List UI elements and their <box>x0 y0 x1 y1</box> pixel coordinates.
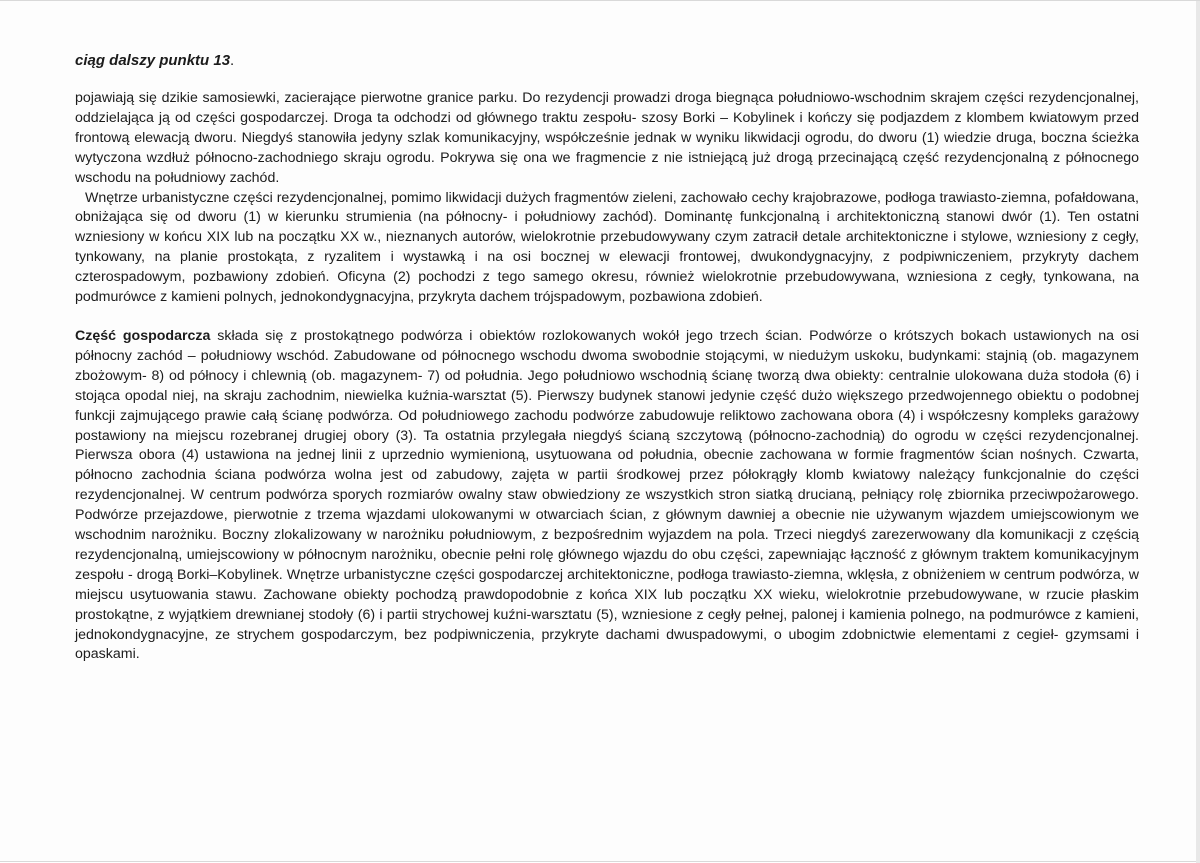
paragraph-farm-section <box>75 327 1139 665</box>
heading-suffix: . <box>230 52 235 69</box>
continuation-heading <box>75 51 1139 71</box>
page-edge <box>1196 1 1200 863</box>
document-body <box>75 51 1139 665</box>
heading-text: ciąg dalszy punktu 13 <box>75 52 231 69</box>
section-lead: Część gospodarcza <box>75 327 211 344</box>
section-text: składa się z prostokątnego podwórza i obiektów rozlokowanych wokół jego trzech ścian. Podwórze o krótszych bokach ustawionych na osi północny zachód – południowy wschód. Zabudowane od północnego wschodu dwoma swobodnie stojącymi, w niedużym uskoku, budynkami: stajnią (ob. magazynem zbożowym- 8) od północy i chlewnią (ob. magazynem- 7) od południa. Jego południowo wschodnią ścianę tworzą dwa obiekty: centralnie ulokowana duża stodoła (6) i stojąca opodal niej, na skraju zachodnim, niewielka kuźnia-warsztat (5). Pierwszy budynek stanowi jedynie część dużo większego przedwojennego obiektu o podobnej funkcji zajmującego prawie całą ścianę podwórza. Od południowego zachodu podwórze zabudowuje reliktowo zachowana obora (4) i współczesny kompleks garażowy postawiony na miejscu rozebranej drugiej obory (3). Ta ostatnia przylegała niegdyś ścianą szczytową (północno-zachodnią) do ogrodu w części rezydencjonalnej. Pierwsza obora (4) ustawiona na jednej linii z uprzednio wymienioną, usytuowana od południa, obecnie zachowana w formie fragmentów ścian nośnych. Czwarta, północno zachodnia ściana podwórza wolna jest od zabudowy, zajęta w partii środkowej przez półokrągły klomb kwiatowy należący funkcjonalnie do części rezydencjonalnej. W centrum podwórza sporych rozmiarów owalny staw obwiedziony ze wszystkich stron siatką drucianą, pełniący rolę zbiornika przeciwpożarowego. Podwórze przejazdowe, pierwotnie z trzema wjazdami ulokowanymi w otwarciach ścian, z głównym dawniej a obecnie nie używanym wjazdem umiejscowionym we wschodnim narożniku. Boczny zlokalizowany w narożniku południowym, z bezpośrednim wyjazdem na pola. Trzeci niegdyś zarezerwowany dla komunikacji z częścią rezydencjonalną, umiejscowiony w północnym narożniku, obecnie pełni rolę głównego wjazdu do obu części, zapewniając łączność z głównym traktem komunikacyjnym zespołu - drogą Borki–Kobylinek. Wnętrze urbanistyczne części gospodarczej architektoniczne, podłoga trawiasto-ziemna, wklęsła, z obniżeniem w centrum podwórza, w miejscu usytuowania stawu. Zachowane obiekty pochodzą prawdopodobnie z końca XIX lub początku XX wieku, wielokrotnie przebudowywane, w rzucie płaskim prostokątne, z wyjątkiem drewnianej stodoły (6) i partii strychowej kuźni-warsztatu (5), wzniesione z cegły pełnej, palonej i kamienia polnego, na podmurówce z kamieni, jednokondygnacyjne, ze strychem gospodarczym, bez podpiwniczenia, przykryte dachami dwuspadowymi, o ubogim zdobnictwie elementami z cegieł- gzymsami i opaskami. <box>75 327 1139 663</box>
paragraph-park-road: pojawiają się dzikie samosiewki, zacierające pierwotne granice parku. Do rezydencji prowadzi droga biegnąca południowo-wschodnim skrajem części rezydencjonalnej, oddzielająca ją od części gospodarczej. Droga ta odchodzi od głównego traktu zespołu- szosy Borki – Kobylinek i kończy się podjazdem z klombem kwiatowym przed frontową elewacją dworu. Niegdyś stanowiła jedyny szlak komunikacyjny, współcześnie jednak w wyniku likwidacji ogrodu, do dworu (1) wiedzie druga, boczna ścieżka wytyczona wzdłuż północno-zachodniego skraju ogrodu. Pokrywa się ona we fragmencie z nie istniejącą już drogą przecinającą część rezydencjonalną z północnego wschodu na południowy zachód. <box>75 90 1139 186</box>
paragraph-residential-interior: Wnętrze urbanistyczne części rezydencjonalnej, pomimo likwidacji dużych fragmentów zieleni, zachowało cechy krajobrazowe, podłoga trawiasto-ziemna, pofałdowana, obniżająca się od dworu (1) w kierunku strumienia (na północny- i południowy zachód). Dominantę funkcjonalną i architektoniczną stanowi dwór (1). Ten ostatni wzniesiony w końcu XIX lub na początku XX w., nieznanych autorów, wielokrotnie przebudowywany czym zatracił detale architektoniczne i stylowe, wzniesiony z cegły, tynkowany, na planie prostokąta, z ryzalitem i wystawką i na osi bocznej w elewacji frontowej, dwukondygnacyjny, z podpiwniczeniem, przykryty dachem czterospadowym, pozbawiony zdobień. Oficyna (2) pochodzi z tego samego okresu, również wielokrotnie przebudowywana, wzniesiona z cegły, tynkowana, na podmurówce z kamieni polnych, jednokondygnacyjna, przykryta dachem trójspadowym, pozbawiona zdobień. <box>75 189 1139 306</box>
